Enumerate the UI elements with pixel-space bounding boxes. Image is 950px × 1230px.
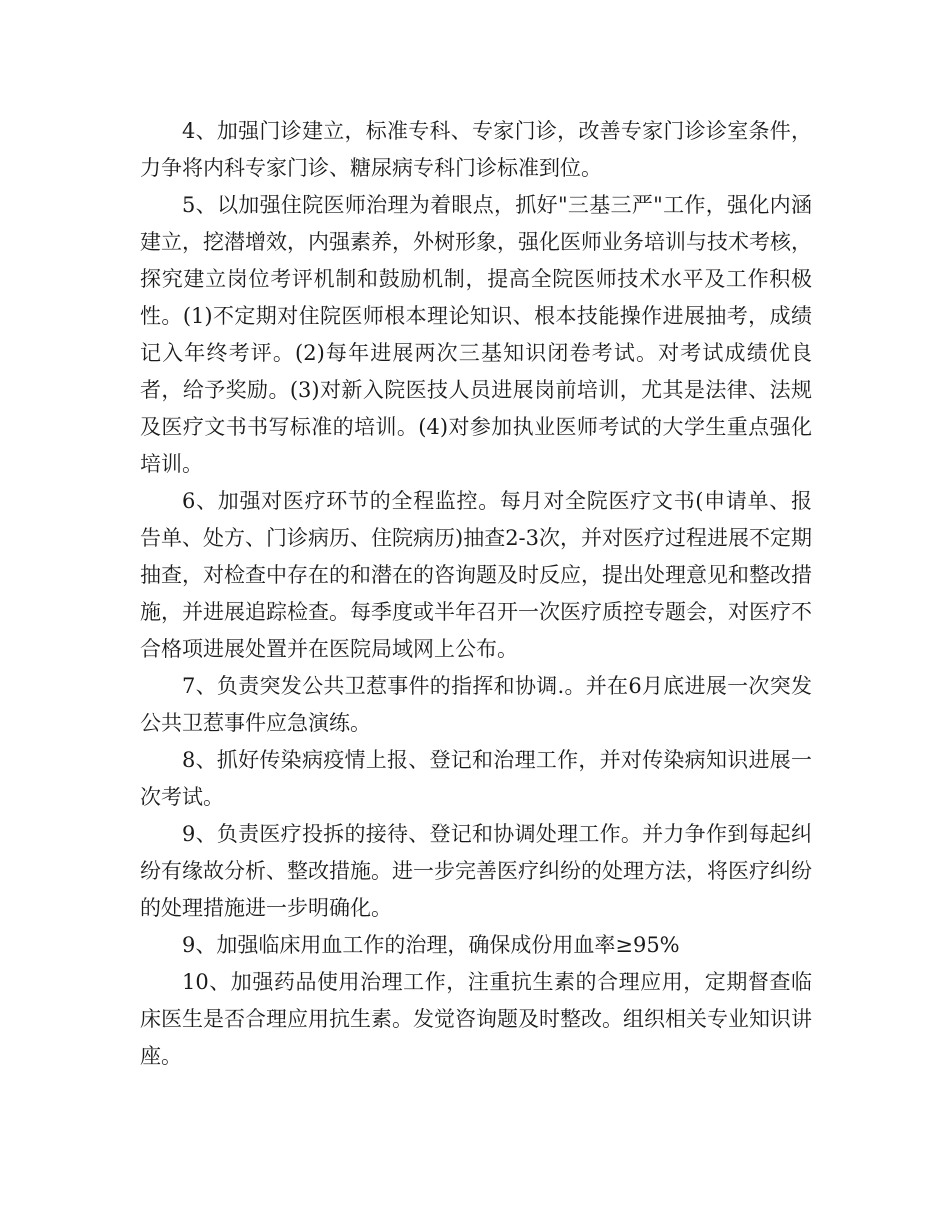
paragraph-item-8: 8、抓好传染病疫情上报、登记和治理工作，并对传染病知识进展一次考试。 xyxy=(140,748,812,809)
paragraph-item-6: 6、加强对医疗环节的全程监控。每月对全院医疗文书(申请单、报告单、处方、门诊病历、住院病历)抽查2-3次，并对医疗过程进展不定期抽查，对检查中存在的和潜在的咨询题及时反应，提出处理意见和整改措施，并进展追踪检查。每季度或半年召开一次医疗质控专题会，对医疗不合格项进展处置并在医院局域网上公布。 xyxy=(140,489,813,661)
paragraph-item-10: 10、加强药品使用治理工作，注重抗生素的合理应用，定期督查临床医生是否合理应用抗生素。发觉咨询题及时整改。组织相关专业知识讲座。 xyxy=(140,970,812,1068)
paragraph-item-9b: 9、加强临床用血工作的治理，确保成份用血率≥95% xyxy=(182,933,680,957)
paragraph-item-7: 7、负责突发公共卫惹事件的指挥和协调.。并在6月底进展一次突发公共卫惹事件应急演练。 xyxy=(140,674,812,735)
paragraph-item-4: 4、加强门诊建立，标准专科、专家门诊，改善专家门诊诊室条件，力争将内科专家门诊、糖尿病专科门诊标准到位。 xyxy=(140,119,812,180)
paragraph-item-9: 9、负责医疗投拆的接待、登记和协调处理工作。并力争作到每起纠纷有缘故分析、整改措施。进一步完善医疗纠纷的处理方法，将医疗纠纷的处理措施进一步明确化。 xyxy=(140,822,812,920)
paragraph-item-5: 5、以加强住院医师治理为着眼点，抓好"三基三严"工作，强化内涵建立，挖潜增效，内强素养，外树形象，强化医师业务培训与技术考核，探究建立岗位考评机制和鼓励机制，提高全院医师技术水平及工作积极性。(1)不定期对住院医师根本理论知识、根本技能操作进展抽考，成绩记入年终考评。(2)每年进展两次三基知识闭卷考试。对考试成绩优良者，给予奖励。(3)对新入院医技人员进展岗前培训，尤其是法律、法规及医疗文书书写标准的培训。(4)对参加执业医师考试的大学生重点强化培训。 xyxy=(140,193,812,476)
document-body xyxy=(140,113,812,1075)
